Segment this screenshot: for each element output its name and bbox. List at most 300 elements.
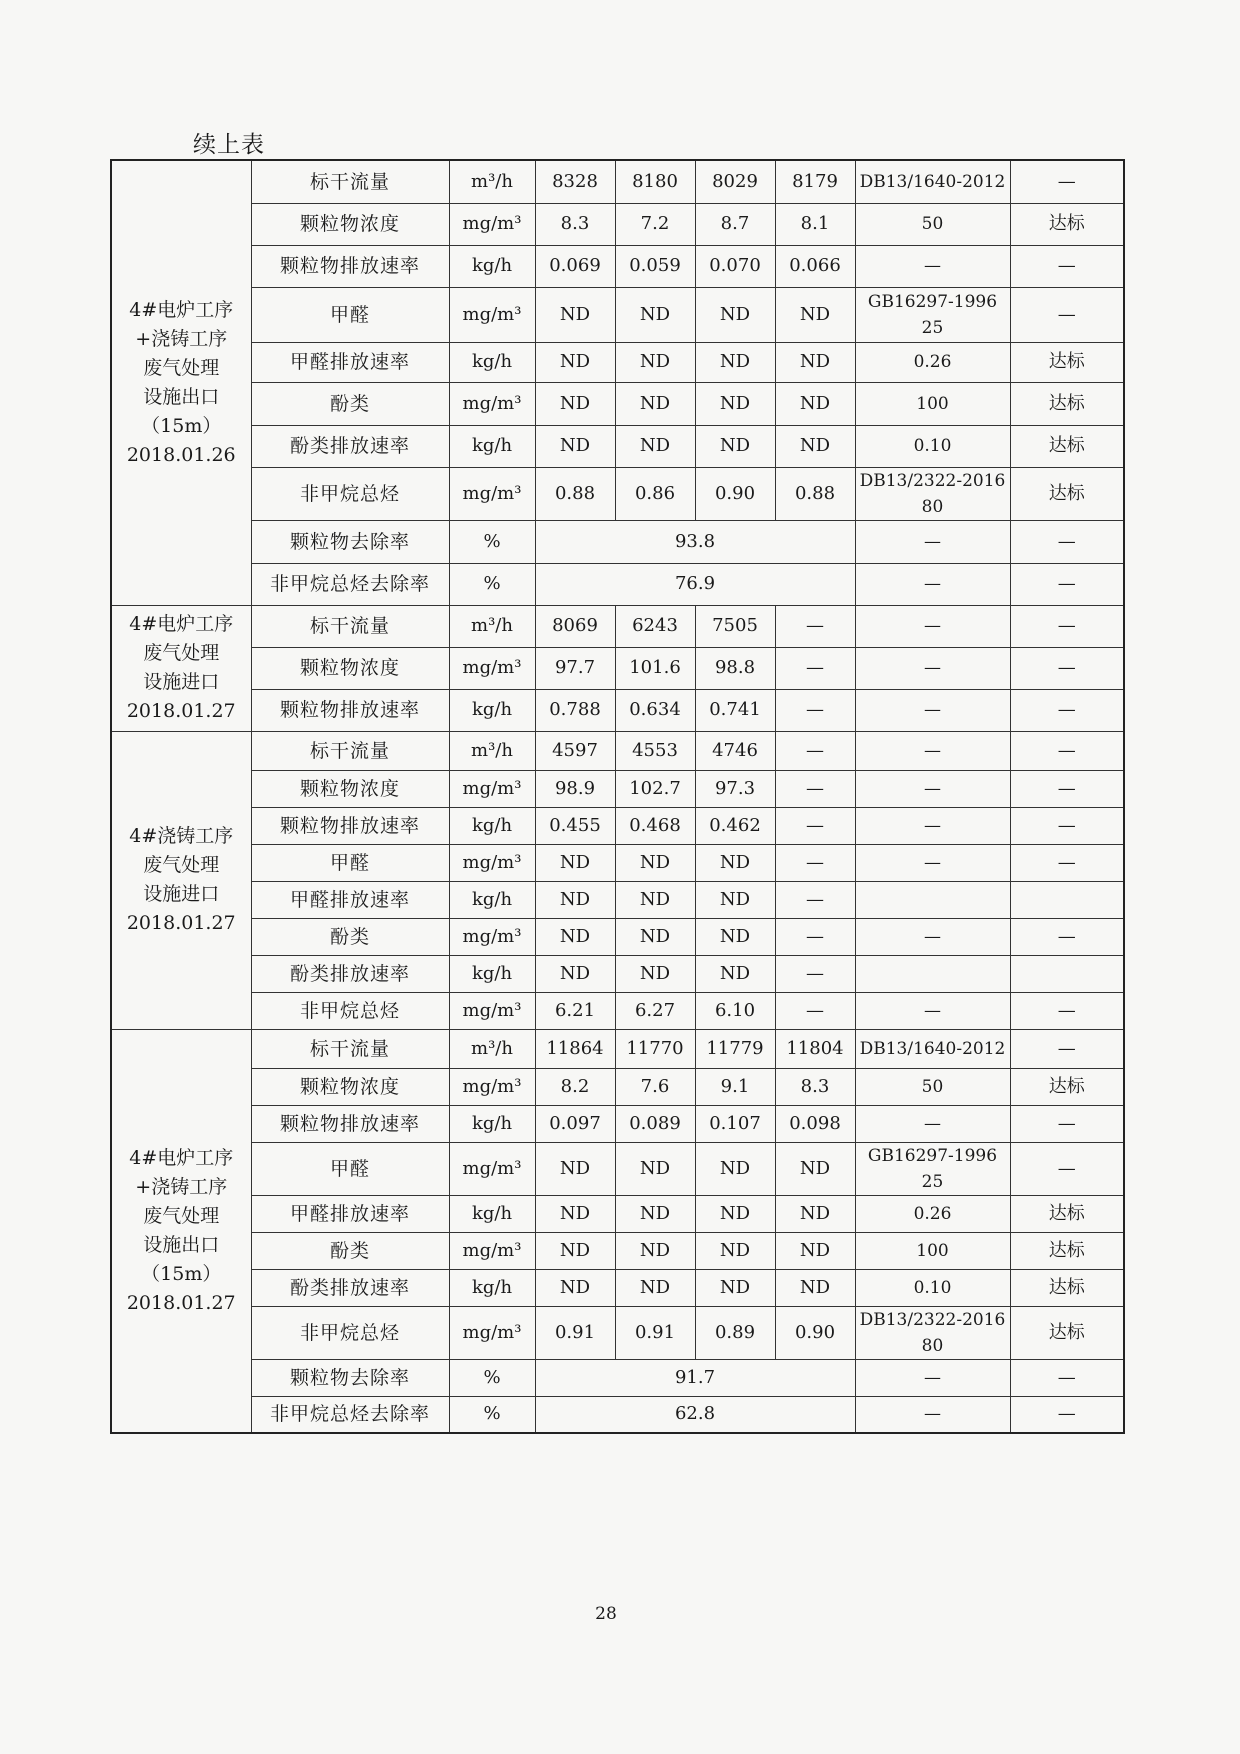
measured-value-cell: 4597 — [535, 731, 615, 770]
unit-cell: mg/m³ — [449, 203, 535, 245]
measured-value-cell: 0.066 — [775, 245, 855, 287]
sampling-location-cell — [111, 160, 251, 605]
table-row — [111, 1306, 1124, 1359]
parameter-cell: 酚类排放速率 — [251, 1269, 449, 1306]
standard-limit-line: DB13/2322-2016 — [859, 1309, 1006, 1330]
table-row — [111, 1068, 1124, 1105]
unit-cell: mg/m³ — [449, 918, 535, 955]
standard-limit-line: 100 — [916, 1240, 949, 1261]
measured-value-cell: ND — [775, 287, 855, 342]
evaluation-result-cell: — — [1010, 160, 1124, 203]
measured-value-cell: ND — [535, 1232, 615, 1269]
sampling-location-line: 2018.01.27 — [126, 700, 236, 722]
measured-value-cell: 7.2 — [615, 203, 695, 245]
measured-value-cell: — — [775, 918, 855, 955]
evaluation-result-cell: 达标 — [1010, 1232, 1124, 1269]
parameter-cell: 颗粒物排放速率 — [251, 807, 449, 844]
table-row — [111, 770, 1124, 807]
table-row — [111, 1396, 1124, 1433]
measured-value-cell: 97.7 — [535, 647, 615, 689]
table-body — [111, 160, 1124, 1433]
measured-value-cell: ND — [775, 1142, 855, 1195]
standard-limit-cell — [855, 1269, 1010, 1306]
measured-value-cell: ND — [535, 1269, 615, 1306]
standard-limit-line: — — [924, 658, 941, 678]
standard-limit-line: — — [924, 740, 941, 761]
standard-limit-line: 50 — [921, 214, 944, 234]
measured-value-cell: 6.21 — [535, 992, 615, 1029]
page-number: 28 — [595, 1604, 617, 1624]
standard-limit-cell — [855, 1068, 1010, 1105]
sampling-location-cell — [111, 605, 251, 731]
parameter-cell: 颗粒物浓度 — [251, 770, 449, 807]
measured-value-cell: ND — [615, 918, 695, 955]
table-row — [111, 245, 1124, 287]
sampling-location-line: 废气处理 — [143, 642, 220, 664]
evaluation-result-cell: 达标 — [1010, 382, 1124, 425]
measured-value-cell: ND — [775, 382, 855, 425]
sampling-location-line: 4#电炉工序 — [129, 1146, 234, 1169]
standard-limit-line: — — [924, 1367, 941, 1388]
unit-cell: kg/h — [449, 245, 535, 287]
measured-value-cell: 0.88 — [535, 467, 615, 520]
unit-cell: % — [449, 563, 535, 605]
unit-cell: kg/h — [449, 1105, 535, 1142]
measured-value-cell: — — [775, 689, 855, 731]
standard-limit-cell — [855, 770, 1010, 807]
measured-value-cell: ND — [775, 1269, 855, 1306]
table-row — [111, 1105, 1124, 1142]
evaluation-result-cell: 达标 — [1010, 1269, 1124, 1306]
measured-value-cell: 9.1 — [695, 1068, 775, 1105]
measured-value-cell: ND — [615, 425, 695, 467]
standard-limit-cell — [855, 955, 1010, 992]
measured-value-cell: — — [775, 955, 855, 992]
table-row — [111, 1195, 1124, 1232]
standard-limit-line: GB16297-1996 — [867, 1145, 998, 1166]
parameter-cell: 甲醛 — [251, 1142, 449, 1195]
sampling-location-line: 设施进口 — [143, 883, 220, 905]
measured-value-cell: 0.89 — [695, 1306, 775, 1359]
measured-value-cell: 11779 — [695, 1029, 775, 1068]
standard-limit-cell — [855, 520, 1010, 563]
measured-value-cell: ND — [695, 881, 775, 918]
parameter-cell: 酚类排放速率 — [251, 425, 449, 467]
standard-limit-line: 80 — [921, 496, 944, 517]
standard-limit-line: GB16297-1996 — [867, 291, 998, 312]
evaluation-result-cell: — — [1010, 1105, 1124, 1142]
measured-value-cell: 0.455 — [535, 807, 615, 844]
sampling-location-line: 4#浇铸工序 — [129, 825, 234, 847]
standard-limit-line: — — [924, 531, 941, 552]
measured-value-cell: ND — [615, 1195, 695, 1232]
measured-value-cell: ND — [695, 382, 775, 425]
measured-value-cell: 0.634 — [615, 689, 695, 731]
parameter-cell: 标干流量 — [251, 160, 449, 203]
parameter-cell: 非甲烷总烃 — [251, 467, 449, 520]
measured-value-cell: 0.070 — [695, 245, 775, 287]
measured-value-cell: ND — [615, 1269, 695, 1306]
parameter-cell: 颗粒物排放速率 — [251, 689, 449, 731]
table-row — [111, 731, 1124, 770]
removal-rate-cell: 62.8 — [535, 1396, 855, 1433]
measured-value-cell: 0.741 — [695, 689, 775, 731]
parameter-cell: 酚类排放速率 — [251, 955, 449, 992]
evaluation-result-cell: 达标 — [1010, 1195, 1124, 1232]
measured-value-cell: 0.089 — [615, 1105, 695, 1142]
parameter-cell: 颗粒物排放速率 — [251, 245, 449, 287]
parameter-cell: 颗粒物浓度 — [251, 647, 449, 689]
evaluation-result-cell: — — [1010, 1396, 1124, 1433]
parameter-cell: 非甲烷总烃去除率 — [251, 1396, 449, 1433]
standard-limit-cell — [855, 342, 1010, 382]
sampling-location-line: 4#电炉工序 — [129, 298, 234, 321]
standard-limit-line: 100 — [916, 393, 949, 414]
evaluation-result-cell: — — [1010, 1142, 1124, 1195]
standard-limit-line: 0.26 — [913, 1203, 952, 1224]
evaluation-result-cell: — — [1010, 1029, 1124, 1068]
table-row — [111, 881, 1124, 918]
table-row — [111, 1269, 1124, 1306]
measured-value-cell: ND — [695, 1142, 775, 1195]
removal-rate-cell: 91.7 — [535, 1359, 855, 1396]
sampling-location-line: 废气处理 — [143, 356, 220, 379]
table-row — [111, 605, 1124, 647]
measured-value-cell: 98.9 — [535, 770, 615, 807]
standard-limit-cell — [855, 382, 1010, 425]
table-row — [111, 1029, 1124, 1068]
standard-limit-cell — [855, 605, 1010, 647]
sampling-location-cell — [111, 1029, 251, 1433]
parameter-cell: 非甲烷总烃 — [251, 1306, 449, 1359]
parameter-cell: 颗粒物去除率 — [251, 520, 449, 563]
measured-value-cell: ND — [535, 382, 615, 425]
sampling-location-line: 4#电炉工序 — [129, 613, 234, 635]
unit-cell: kg/h — [449, 881, 535, 918]
standard-limit-line: — — [924, 616, 941, 636]
measured-value-cell: ND — [535, 425, 615, 467]
parameter-cell: 非甲烷总烃去除率 — [251, 563, 449, 605]
measured-value-cell: ND — [695, 287, 775, 342]
parameter-cell: 标干流量 — [251, 1029, 449, 1068]
unit-cell: m³/h — [449, 605, 535, 647]
measured-value-cell: 0.90 — [695, 467, 775, 520]
parameter-cell: 甲醛 — [251, 844, 449, 881]
measured-value-cell: 4553 — [615, 731, 695, 770]
sampling-location-line: 2018.01.27 — [126, 912, 236, 934]
parameter-cell: 甲醛排放速率 — [251, 1195, 449, 1232]
evaluation-result-cell: — — [1010, 992, 1124, 1029]
standard-limit-cell — [855, 245, 1010, 287]
measured-value-cell: ND — [775, 425, 855, 467]
standard-limit-line: — — [924, 1404, 941, 1425]
measured-value-cell: — — [775, 605, 855, 647]
measured-value-cell: 0.462 — [695, 807, 775, 844]
evaluation-result-cell: 达标 — [1010, 467, 1124, 520]
evaluation-result-cell: 达标 — [1010, 425, 1124, 467]
measured-value-cell: ND — [615, 881, 695, 918]
measured-value-cell: ND — [775, 1232, 855, 1269]
unit-cell: mg/m³ — [449, 992, 535, 1029]
measured-value-cell: 97.3 — [695, 770, 775, 807]
measured-value-cell: 8069 — [535, 605, 615, 647]
measured-value-cell: 6243 — [615, 605, 695, 647]
table-caption: 续上表 — [193, 132, 265, 158]
parameter-cell: 甲醛排放速率 — [251, 342, 449, 382]
parameter-cell: 颗粒物浓度 — [251, 1068, 449, 1105]
measured-value-cell: 11770 — [615, 1029, 695, 1068]
table-row — [111, 1232, 1124, 1269]
measured-value-cell: 0.91 — [615, 1306, 695, 1359]
standard-limit-line: — — [924, 1000, 941, 1021]
measured-value-cell: 8.7 — [695, 203, 775, 245]
unit-cell: % — [449, 1359, 535, 1396]
measured-value-cell: ND — [535, 287, 615, 342]
standard-limit-line: DB13/1640-2012 — [859, 171, 1006, 192]
sampling-location-line: +浇铸工序 — [135, 327, 228, 350]
removal-rate-cell: 76.9 — [535, 563, 855, 605]
unit-cell: mg/m³ — [449, 287, 535, 342]
table-row — [111, 160, 1124, 203]
standard-limit-line: — — [924, 700, 941, 720]
unit-cell: mg/m³ — [449, 467, 535, 520]
unit-cell: kg/h — [449, 1269, 535, 1306]
measured-value-cell: 4746 — [695, 731, 775, 770]
parameter-cell: 酚类 — [251, 382, 449, 425]
standard-limit-line: DB13/1640-2012 — [859, 1038, 1006, 1059]
unit-cell: kg/h — [449, 425, 535, 467]
measured-value-cell: ND — [695, 1269, 775, 1306]
standard-limit-line: 0.10 — [913, 436, 952, 456]
standard-limit-cell — [855, 881, 1010, 918]
standard-limit-cell — [855, 1306, 1010, 1359]
standard-limit-line: — — [924, 852, 941, 873]
standard-limit-cell — [855, 563, 1010, 605]
evaluation-result-cell: — — [1010, 689, 1124, 731]
sampling-location-line: （15m） — [141, 1262, 222, 1285]
table-row — [111, 467, 1124, 520]
standard-limit-line: — — [924, 926, 941, 947]
measured-value-cell: 8180 — [615, 160, 695, 203]
standard-limit-line: 0.10 — [913, 1277, 952, 1298]
table-row — [111, 807, 1124, 844]
measured-value-cell: 0.90 — [775, 1306, 855, 1359]
table-row — [111, 520, 1124, 563]
evaluation-result-cell: — — [1010, 563, 1124, 605]
unit-cell: m³/h — [449, 1029, 535, 1068]
measured-value-cell: 0.468 — [615, 807, 695, 844]
measured-value-cell: ND — [695, 955, 775, 992]
table-row — [111, 689, 1124, 731]
measured-value-cell: 0.097 — [535, 1105, 615, 1142]
parameter-cell: 非甲烷总烃 — [251, 992, 449, 1029]
measured-value-cell: 0.86 — [615, 467, 695, 520]
measured-value-cell: 101.6 — [615, 647, 695, 689]
sampling-location-line: （15m） — [141, 414, 222, 437]
measured-value-cell: 8.1 — [775, 203, 855, 245]
evaluation-result-cell — [1010, 881, 1124, 918]
measured-value-cell: 0.91 — [535, 1306, 615, 1359]
measured-value-cell: ND — [535, 1195, 615, 1232]
unit-cell: mg/m³ — [449, 1068, 535, 1105]
table-row — [111, 647, 1124, 689]
measured-value-cell: ND — [695, 1195, 775, 1232]
measured-value-cell: 6.10 — [695, 992, 775, 1029]
measured-value-cell: 7505 — [695, 605, 775, 647]
table-row — [111, 342, 1124, 382]
measured-value-cell: ND — [615, 287, 695, 342]
unit-cell: % — [449, 1396, 535, 1433]
sampling-location-line: 设施出口 — [143, 1233, 220, 1256]
measured-value-cell: — — [775, 770, 855, 807]
evaluation-result-cell: — — [1010, 918, 1124, 955]
measured-value-cell: — — [775, 844, 855, 881]
measured-value-cell: — — [775, 731, 855, 770]
table-row — [111, 844, 1124, 881]
parameter-cell: 颗粒物排放速率 — [251, 1105, 449, 1142]
measured-value-cell: ND — [615, 382, 695, 425]
unit-cell: mg/m³ — [449, 1306, 535, 1359]
monitoring-results-table — [110, 159, 1125, 1434]
unit-cell: mg/m³ — [449, 382, 535, 425]
table-row — [111, 563, 1124, 605]
evaluation-result-cell: 达标 — [1010, 342, 1124, 382]
standard-limit-cell — [855, 731, 1010, 770]
measured-value-cell: ND — [535, 342, 615, 382]
unit-cell: kg/h — [449, 955, 535, 992]
sampling-location-cell — [111, 731, 251, 1029]
measured-value-cell: 8029 — [695, 160, 775, 203]
standard-limit-cell — [855, 1195, 1010, 1232]
standard-limit-cell — [855, 807, 1010, 844]
measured-value-cell: ND — [615, 955, 695, 992]
sampling-location-line: 设施出口 — [143, 385, 220, 408]
standard-limit-cell — [855, 844, 1010, 881]
sampling-location-line: 2018.01.27 — [126, 1291, 236, 1314]
standard-limit-cell — [855, 1359, 1010, 1396]
evaluation-result-cell: — — [1010, 647, 1124, 689]
unit-cell: mg/m³ — [449, 1232, 535, 1269]
parameter-cell: 酚类 — [251, 918, 449, 955]
measured-value-cell: 102.7 — [615, 770, 695, 807]
measured-value-cell: — — [775, 992, 855, 1029]
unit-cell: kg/h — [449, 689, 535, 731]
table-row — [111, 1359, 1124, 1396]
measured-value-cell: 8179 — [775, 160, 855, 203]
standard-limit-cell — [855, 160, 1010, 203]
standard-limit-line: 50 — [921, 1076, 944, 1097]
standard-limit-line: 25 — [921, 317, 944, 338]
measured-value-cell: — — [775, 881, 855, 918]
standard-limit-line: — — [924, 815, 941, 836]
table-row — [111, 992, 1124, 1029]
measured-value-cell: 6.27 — [615, 992, 695, 1029]
measured-value-cell: ND — [535, 918, 615, 955]
sampling-location-line: +浇铸工序 — [135, 1175, 228, 1198]
unit-cell: mg/m³ — [449, 844, 535, 881]
sampling-location-line: 设施进口 — [143, 671, 220, 693]
measured-value-cell: ND — [695, 918, 775, 955]
measured-value-cell: ND — [695, 425, 775, 467]
table-row — [111, 287, 1124, 342]
parameter-cell: 甲醛排放速率 — [251, 881, 449, 918]
unit-cell: kg/h — [449, 1195, 535, 1232]
standard-limit-line: — — [924, 1113, 941, 1134]
standard-limit-cell — [855, 1142, 1010, 1195]
evaluation-result-cell: — — [1010, 287, 1124, 342]
evaluation-result-cell: — — [1010, 807, 1124, 844]
unit-cell: mg/m³ — [449, 647, 535, 689]
standard-limit-line: DB13/2322-2016 — [859, 470, 1006, 491]
measured-value-cell: ND — [535, 955, 615, 992]
measured-value-cell: ND — [695, 1232, 775, 1269]
measured-value-cell: 0.788 — [535, 689, 615, 731]
evaluation-result-cell: — — [1010, 1359, 1124, 1396]
evaluation-result-cell: 达标 — [1010, 203, 1124, 245]
parameter-cell: 颗粒物去除率 — [251, 1359, 449, 1396]
measured-value-cell: 11864 — [535, 1029, 615, 1068]
measured-value-cell: ND — [535, 881, 615, 918]
standard-limit-cell — [855, 918, 1010, 955]
evaluation-result-cell: — — [1010, 770, 1124, 807]
standard-limit-line: 25 — [921, 1171, 944, 1192]
measured-value-cell: ND — [695, 342, 775, 382]
measured-value-cell: 0.069 — [535, 245, 615, 287]
measured-value-cell: ND — [615, 1232, 695, 1269]
evaluation-result-cell — [1010, 955, 1124, 992]
evaluation-result-cell: — — [1010, 605, 1124, 647]
standard-limit-line: — — [924, 256, 941, 276]
unit-cell: m³/h — [449, 160, 535, 203]
table-row — [111, 425, 1124, 467]
standard-limit-cell — [855, 1232, 1010, 1269]
unit-cell: kg/h — [449, 807, 535, 844]
standard-limit-cell — [855, 467, 1010, 520]
standard-limit-cell — [855, 1029, 1010, 1068]
unit-cell: mg/m³ — [449, 770, 535, 807]
standard-limit-cell — [855, 1105, 1010, 1142]
measured-value-cell: — — [775, 807, 855, 844]
measured-value-cell: ND — [535, 844, 615, 881]
table-row — [111, 955, 1124, 992]
measured-value-cell: 0.88 — [775, 467, 855, 520]
measured-value-cell: 8.2 — [535, 1068, 615, 1105]
evaluation-result-cell: — — [1010, 844, 1124, 881]
measured-value-cell: 0.059 — [615, 245, 695, 287]
standard-limit-cell — [855, 992, 1010, 1029]
measured-value-cell: ND — [775, 342, 855, 382]
measured-value-cell: 8.3 — [775, 1068, 855, 1105]
parameter-cell: 酚类 — [251, 1232, 449, 1269]
table-row — [111, 382, 1124, 425]
measured-value-cell: 98.8 — [695, 647, 775, 689]
standard-limit-cell — [855, 647, 1010, 689]
measured-value-cell: 8328 — [535, 160, 615, 203]
standard-limit-cell — [855, 689, 1010, 731]
standard-limit-cell — [855, 203, 1010, 245]
measured-value-cell: 0.098 — [775, 1105, 855, 1142]
measured-value-cell: ND — [615, 844, 695, 881]
measured-value-cell: ND — [615, 1142, 695, 1195]
sampling-location-line: 废气处理 — [143, 1204, 220, 1227]
unit-cell: kg/h — [449, 342, 535, 382]
standard-limit-cell — [855, 1396, 1010, 1433]
sampling-location-line: 废气处理 — [143, 854, 220, 876]
evaluation-result-cell: — — [1010, 245, 1124, 287]
evaluation-result-cell: — — [1010, 520, 1124, 563]
measured-value-cell: ND — [615, 342, 695, 382]
standard-limit-cell — [855, 425, 1010, 467]
